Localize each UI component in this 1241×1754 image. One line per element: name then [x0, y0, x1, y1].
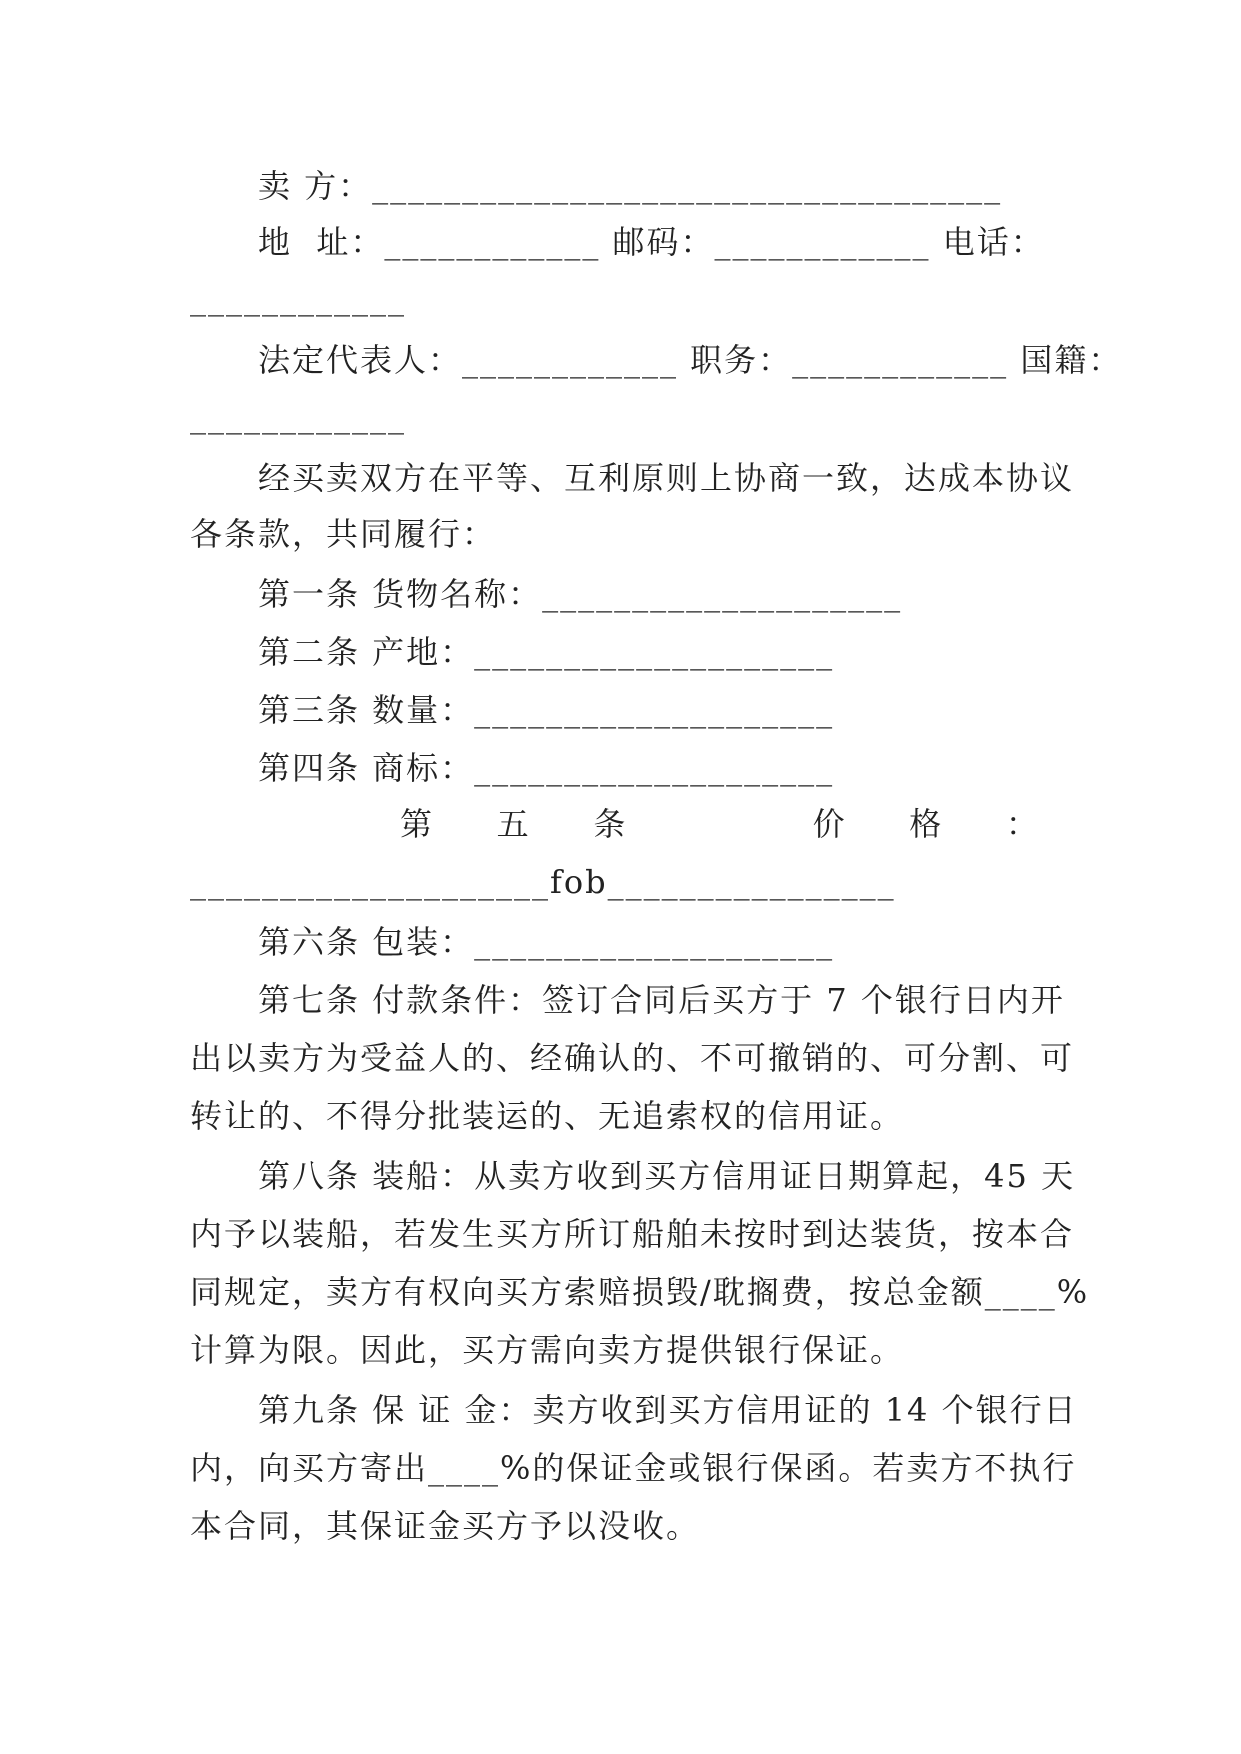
article-6: 第六条 包装：____________________ — [258, 923, 835, 961]
article-5-heading — [400, 804, 1040, 844]
article-2: 第二条 产地：____________________ — [258, 633, 835, 671]
price-fob-line: ____________________fob________________ — [190, 863, 896, 901]
article-8-line-2: 内予以装船，若发生买方所订船舶未按时到达装货，按本合 — [190, 1215, 1075, 1253]
article-5-char: 价 — [812, 805, 847, 843]
legal-rep-line: 法定代表人：____________ 职务：____________ 国籍： — [258, 341, 1123, 379]
article-9-line-1: 第九条 保 证 金：卖方收到买方信用证的 14 个银行日 — [258, 1391, 1078, 1429]
article-5-char: 第 — [400, 805, 435, 843]
article-8-line-4: 计算为限。因此，买方需向卖方提供银行保证。 — [190, 1331, 905, 1369]
article-5-char: 五 — [496, 805, 531, 843]
article-1: 第一条 货物名称：____________________ — [258, 575, 903, 613]
nationality-blank-line: ____________ — [190, 397, 406, 435]
article-8-line-1: 第八条 装船：从卖方收到买方信用证日期算起，45 天 — [258, 1157, 1076, 1195]
seller-line: 卖 方：___________________________________ — [258, 167, 1003, 205]
article-4: 第四条 商标：____________________ — [258, 749, 835, 787]
article-5-char: 条 — [593, 805, 628, 843]
article-7-line-3: 转让的、不得分批装运的、无追索权的信用证。 — [190, 1097, 905, 1135]
address-line: 地 址：____________ 邮码：____________ 电话： — [258, 223, 1045, 261]
article-7-line-2: 出以卖方为受益人的、经确认的、不可撤销的、可分割、可 — [190, 1039, 1075, 1077]
article-8-line-3: 同规定，卖方有权向买方索赔损毁/耽搁费，按总金额____% — [190, 1273, 1090, 1311]
phone-blank-line: ____________ — [190, 279, 406, 317]
article-3: 第三条 数量：____________________ — [258, 691, 835, 729]
article-5-char: ： — [1005, 805, 1040, 843]
article-9-line-2: 内，向买方寄出____%的保证金或银行保函。若卖方不执行 — [190, 1449, 1077, 1487]
article-7-line-1: 第七条 付款条件：签订合同后买方于 7 个银行日内开 — [258, 981, 1065, 1019]
article-5-char: 格 — [909, 805, 944, 843]
preamble-line-2: 各条款，共同履行： — [190, 515, 497, 553]
article-9-line-3: 本合同，其保证金买方予以没收。 — [190, 1507, 701, 1545]
preamble-line-1: 经买卖双方在平等、互利原则上协商一致，达成本协议 — [258, 459, 1075, 497]
